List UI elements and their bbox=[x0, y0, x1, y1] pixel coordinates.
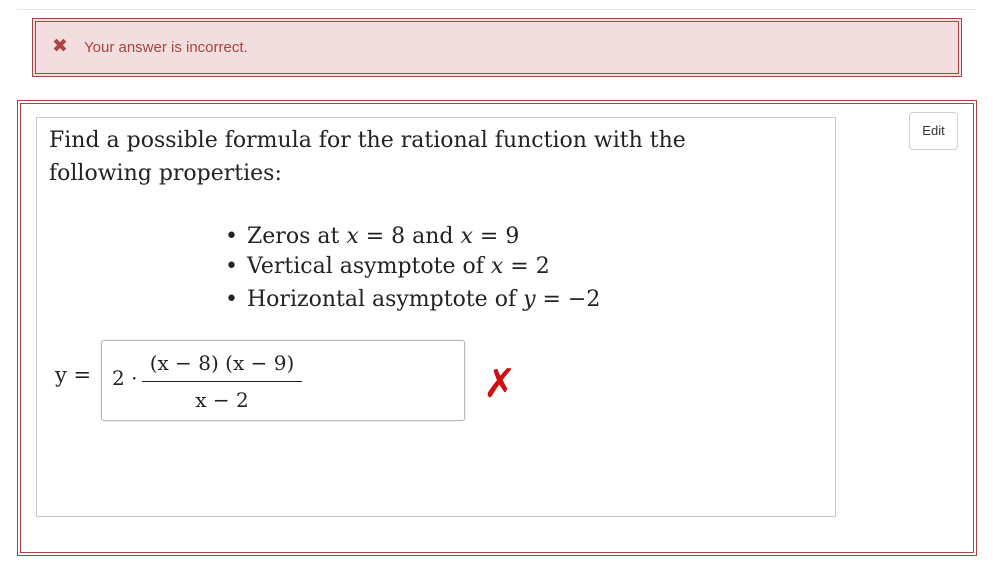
answer-input[interactable] bbox=[101, 340, 465, 421]
list-item: • Zeros at x = 8 and x = 9 bbox=[225, 222, 600, 252]
question-box bbox=[36, 117, 836, 517]
answer-fraction bbox=[142, 349, 302, 412]
list-item: • Horizontal asymptote of y = −2 bbox=[225, 285, 600, 315]
list-item: • Vertical asymptote of x = 2 bbox=[225, 252, 600, 282]
fraction-bar bbox=[142, 381, 302, 382]
edit-button[interactable]: Edit bbox=[909, 112, 958, 150]
answer-denominator: x − 2 bbox=[195, 388, 249, 412]
properties-list bbox=[225, 222, 600, 315]
cross-mark-icon: ✗ bbox=[483, 361, 517, 407]
top-divider bbox=[17, 9, 976, 10]
bullet-icon: • bbox=[225, 224, 238, 249]
bullet-icon: • bbox=[225, 287, 238, 312]
question-prompt: Find a possible formula for the rational function with the following properties: bbox=[49, 128, 686, 186]
answer-numerator: (x − 8) (x − 9) bbox=[149, 351, 295, 375]
bullet-icon: • bbox=[225, 254, 238, 279]
times-icon: ✖ bbox=[52, 35, 68, 57]
feedback-message: Your answer is incorrect. bbox=[84, 39, 248, 56]
answer-label: y = bbox=[55, 363, 92, 387]
feedback-alert bbox=[32, 18, 962, 77]
answer-coefficient: 2 · bbox=[112, 366, 138, 390]
